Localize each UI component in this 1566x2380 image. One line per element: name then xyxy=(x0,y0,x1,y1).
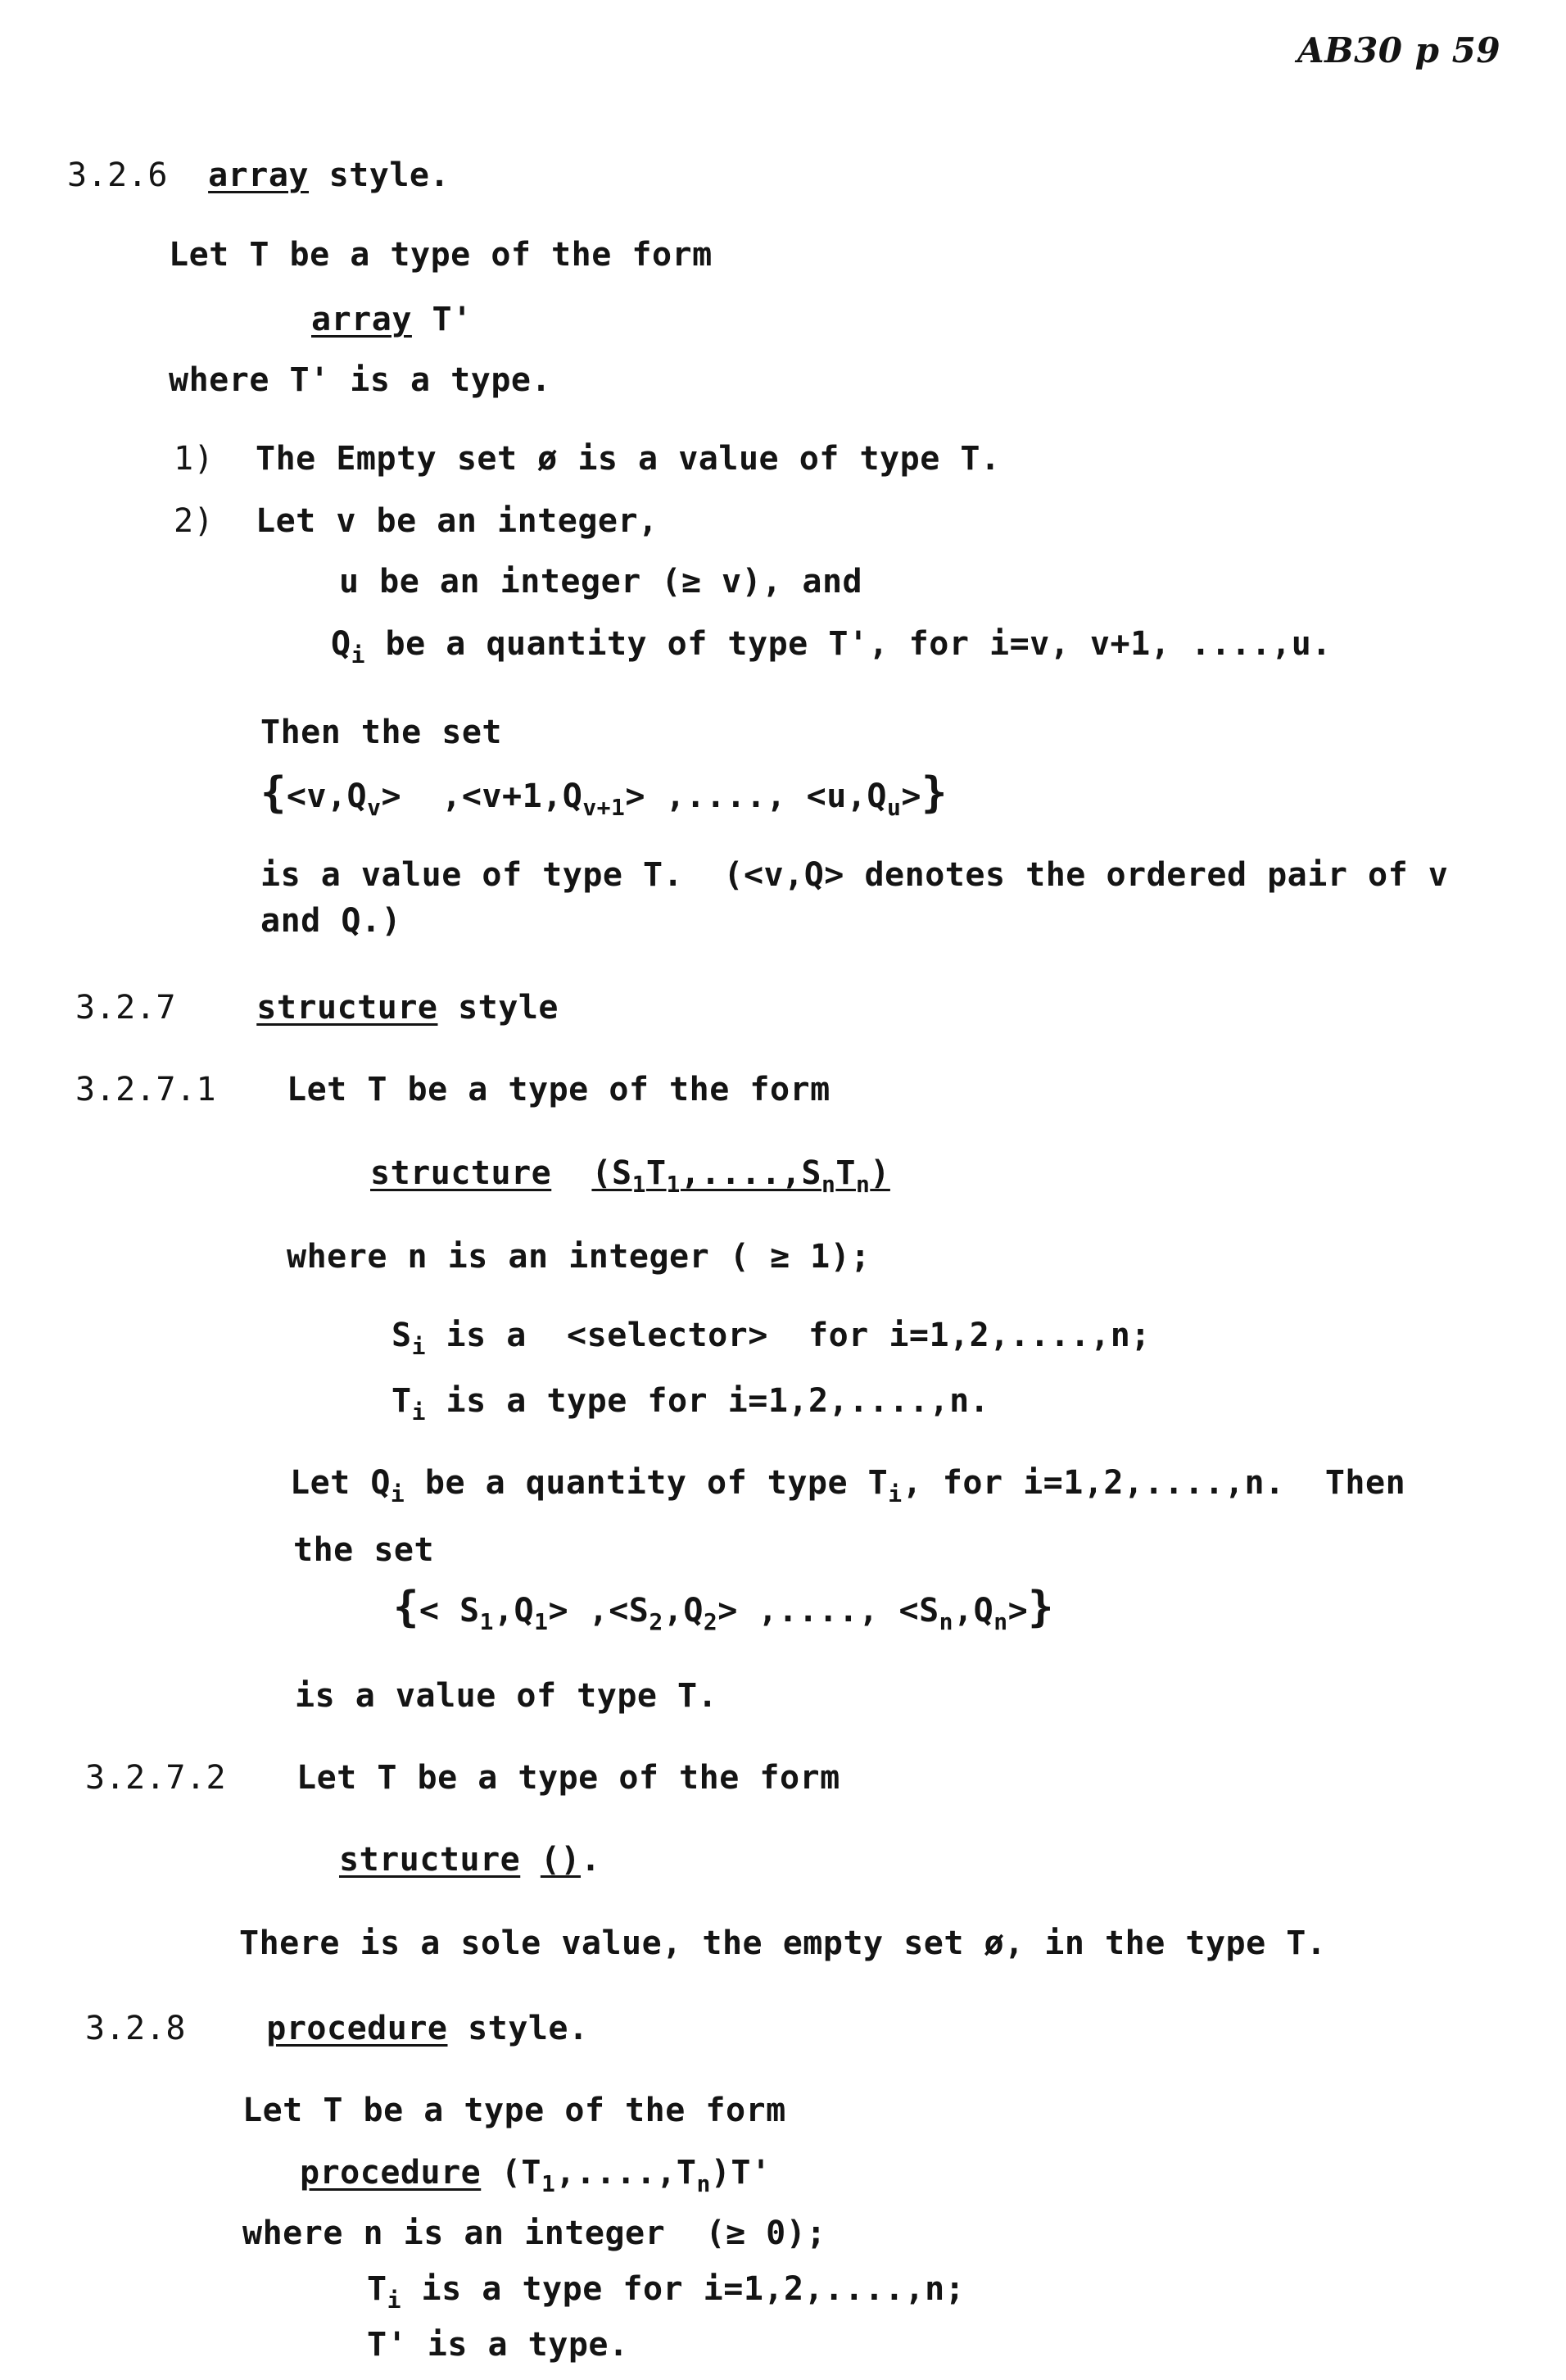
type-form-line: structure (). xyxy=(339,1841,601,1879)
paragraph-line: the set xyxy=(293,1531,435,1569)
section-3-2-6-heading xyxy=(67,156,450,195)
paragraph-line: Let T be a type of the form xyxy=(287,1071,831,1108)
keyword-procedure: procedure xyxy=(266,2010,448,2047)
set-expression: {$<v,Q_v> ,<v+1,Q_{v+1}>$ ,...., $<u,Q_u>$} xyxy=(260,768,948,821)
paragraph-line: Let $Q_i$ be a quantity of type $T_i$, for i=1,2,....,n. Then xyxy=(290,1464,1406,1507)
type-form-line xyxy=(311,300,473,339)
subsection-number: 3.2.7.1 xyxy=(75,1071,217,1108)
subsection-3-2-7-2 xyxy=(85,1758,226,1797)
heading-text: style. xyxy=(447,2010,589,2047)
paragraph-line: $T_i$ is a type for i=1,2,....,n; xyxy=(367,2270,966,2314)
heading-text: style. xyxy=(309,156,450,194)
type-form-line xyxy=(370,1154,890,1198)
paragraph-line: There is a sole value, the empty set ø, in the type T. xyxy=(239,1924,1327,1962)
form-text: T' xyxy=(411,301,473,338)
paragraph-line: and Q.) xyxy=(260,902,402,940)
subsection-number: 3.2.7.2 xyxy=(85,1759,227,1797)
set-expression: {< $S_1,Q_1> ,<S_2,Q_2>$ ,...., $<S_n,Q_n>$} xyxy=(393,1583,1054,1635)
paragraph-line: $S_i$ is a <selector> for i=1,2,....,n; xyxy=(392,1317,1151,1360)
paragraph-line: where n is an integer (≥ 0); xyxy=(242,2215,826,2252)
list-item-text: u be an integer (≥ v), and xyxy=(339,563,863,601)
list-item-number: 2) xyxy=(174,502,215,540)
paragraph-line: where T' is a type. xyxy=(169,361,552,399)
paragraph-line: where n is an integer ( ≥ 1); xyxy=(287,1238,871,1276)
section-3-2-8-heading xyxy=(85,2009,589,2048)
keyword-procedure: procedure xyxy=(300,2154,482,2192)
list-item-text: $Q_i$ be a quantity of type T', for i=v, v+1, ....,u. xyxy=(331,625,1332,669)
list-item-number: 1) xyxy=(174,440,215,478)
paragraph-line: T' is a type. xyxy=(367,2326,629,2364)
section-number: 3.2.6 xyxy=(67,156,168,194)
section-3-2-7-heading xyxy=(75,988,559,1027)
form-text: $(T_1,....,T_n)T'$ xyxy=(481,2154,772,2197)
paragraph-line: is a value of type T. (<v,Q> denotes the ordered pair of v xyxy=(260,856,1449,894)
keyword-structure: structure xyxy=(256,989,438,1027)
paragraph-line: Let T be a type of the form xyxy=(242,2092,786,2129)
keyword-structure: structure xyxy=(339,1841,521,1879)
keyword-array: array xyxy=(208,156,310,194)
list-item-text: Let v be an integer, xyxy=(256,502,659,540)
keyword-array: array xyxy=(311,301,412,338)
paragraph-line: Let T be a type of the form xyxy=(169,236,713,274)
list-item-text: The Empty set ø is a value of type T. xyxy=(256,440,1001,478)
form-text: () xyxy=(540,1841,582,1879)
subsection-3-2-7-1 xyxy=(75,1070,216,1109)
type-form-line xyxy=(300,2153,772,2197)
paragraph-line: is a value of type T. xyxy=(295,1677,718,1715)
keyword-structure: structure xyxy=(370,1154,552,1192)
heading-text: style xyxy=(437,989,559,1027)
section-number: 3.2.7 xyxy=(75,989,176,1027)
paragraph-line: Let T be a type of the form xyxy=(296,1759,840,1797)
section-number: 3.2.8 xyxy=(85,2010,186,2047)
page-reference: AB30 p 59 xyxy=(1297,30,1501,70)
form-text: $(S_1T_1,....,S_nT_n)$ xyxy=(591,1154,890,1198)
paragraph-line: $T_i$ is a type for i=1,2,....,n. xyxy=(392,1382,990,1426)
paragraph-line: Then the set xyxy=(260,714,502,751)
